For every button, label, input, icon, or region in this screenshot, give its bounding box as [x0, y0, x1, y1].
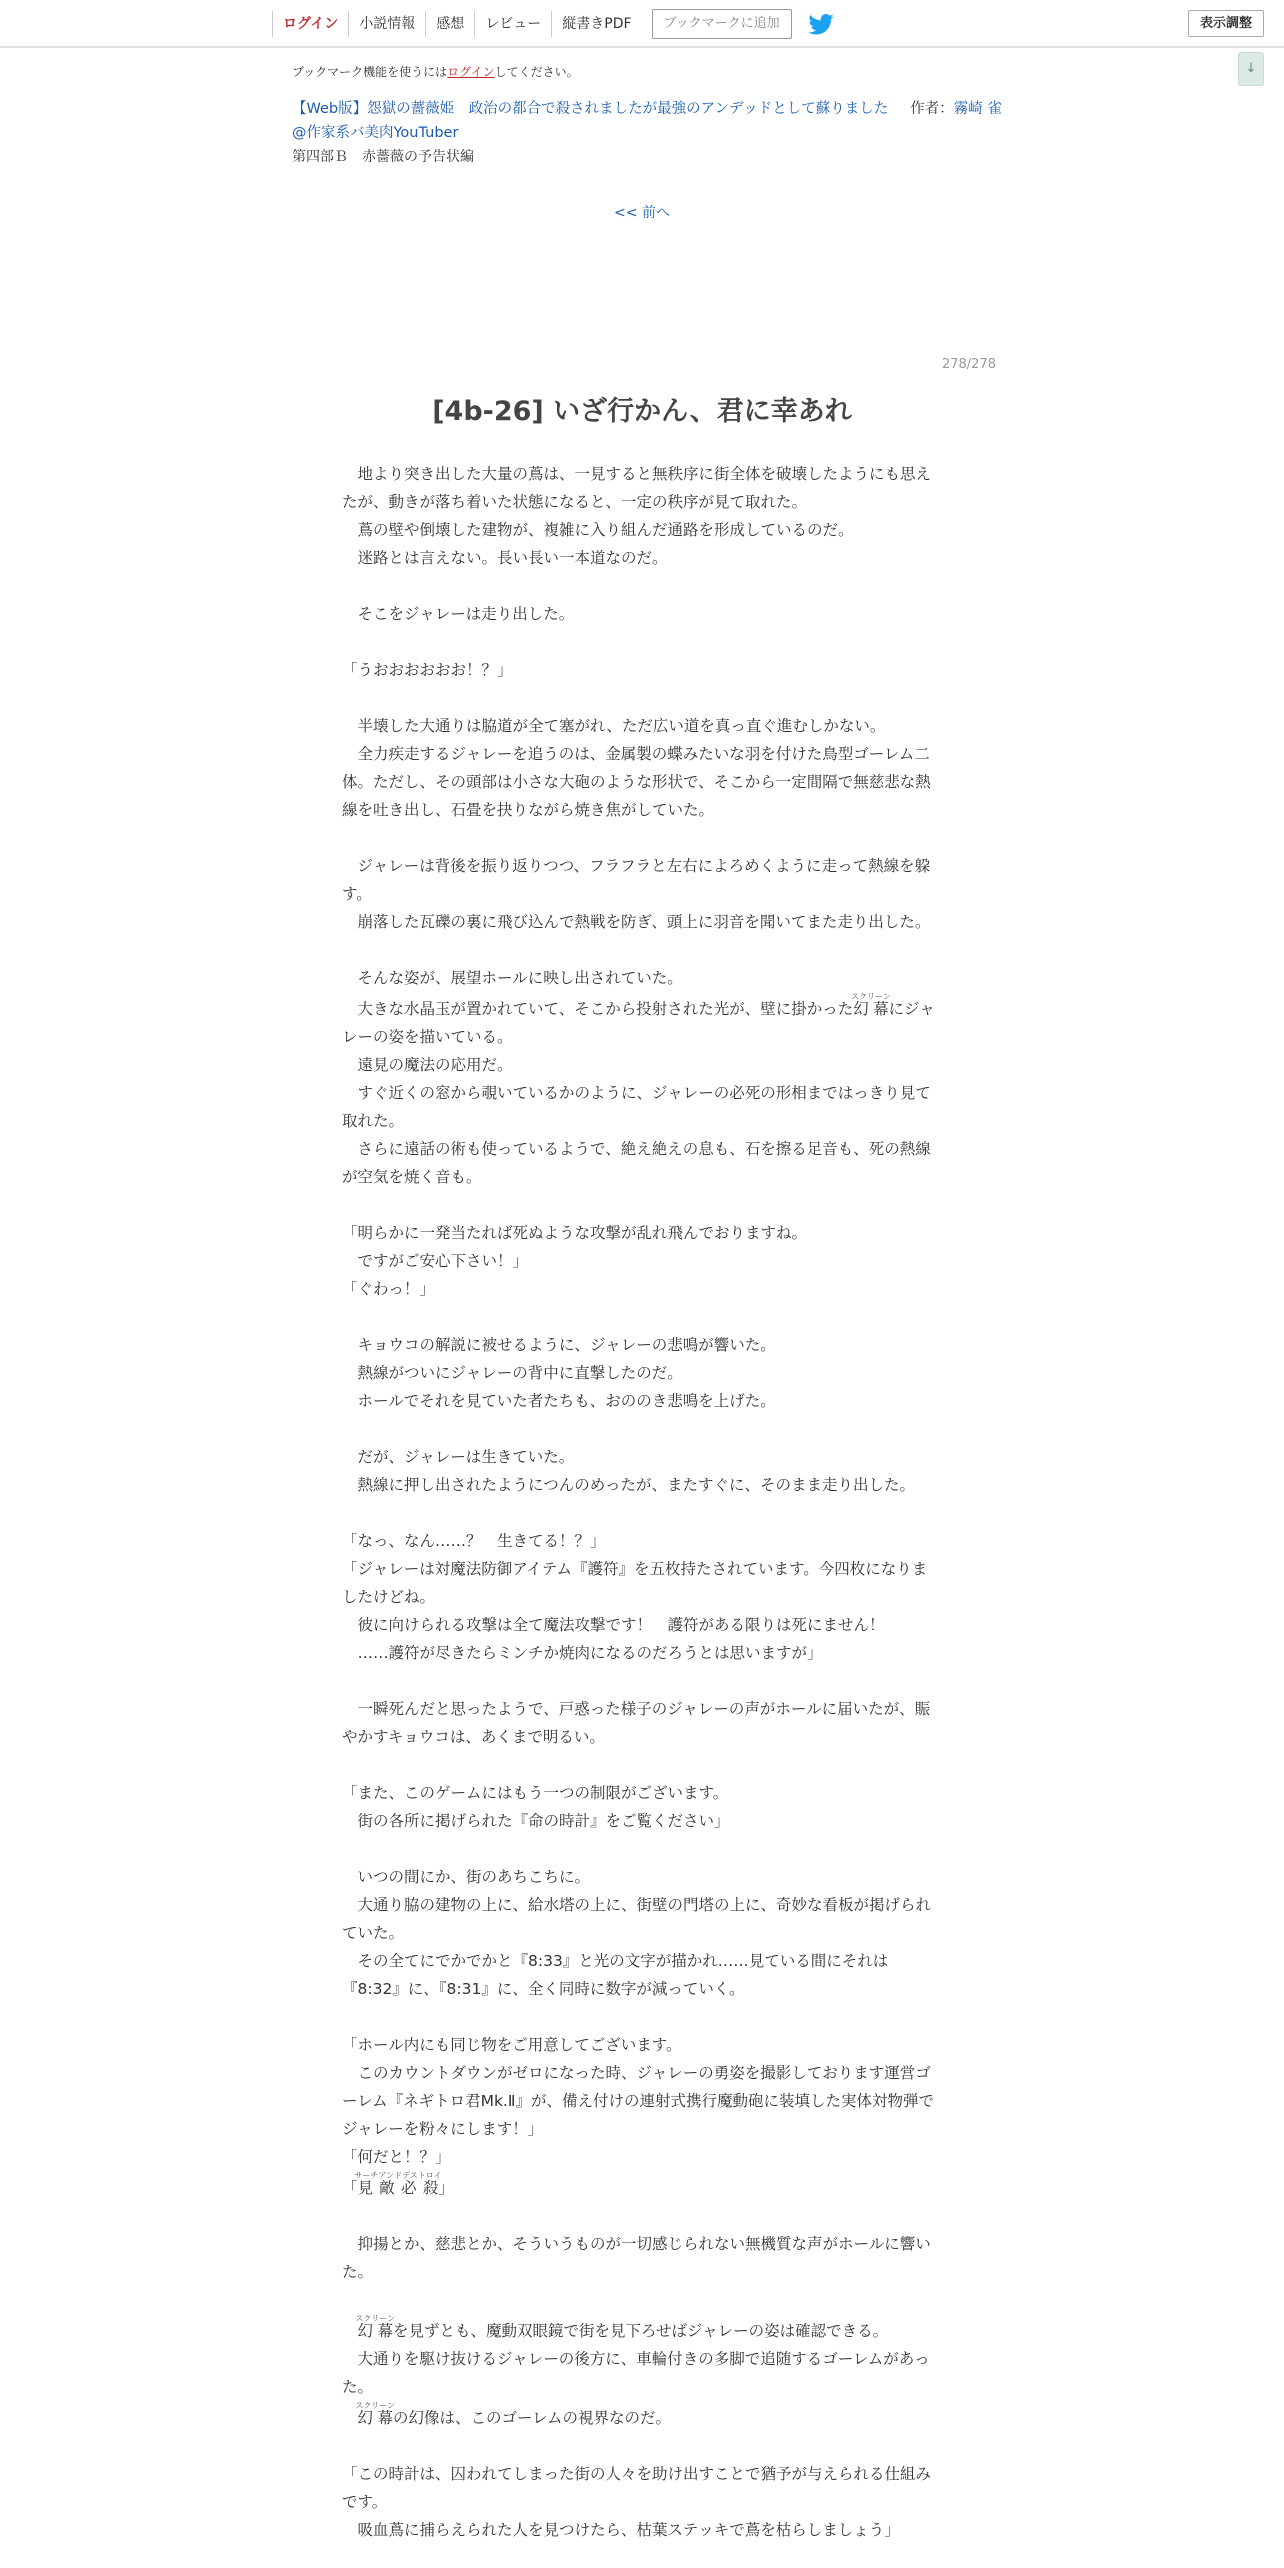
display-adjust-button[interactable]: 表示調整: [1188, 10, 1264, 37]
body-paragraph: [342, 2202, 942, 2230]
body-paragraph: [342, 2171, 942, 2202]
body-paragraph: [342, 1639, 942, 1667]
main-nav: [272, 0, 834, 48]
body-paragraph: [342, 2230, 942, 2286]
ruby-annotation: [355, 2401, 396, 2427]
body-paragraph: [342, 1695, 942, 1751]
body-paragraph: [342, 516, 942, 544]
ruby-reading: スクリーン: [851, 992, 891, 1001]
paragraph-text: このカウントダウンがゼロになった時、ジャレーの勇姿を撮影しております運営ゴーレム『ネギトロ君Mk.Ⅱ』が、備え付けの連射式携行魔動砲に装填した実体対物弾でジャレーを粉々にします！」: [342, 2064, 934, 2138]
twitter-icon[interactable]: [808, 13, 834, 35]
body-paragraph: [342, 1667, 942, 1695]
paragraph-text: 迷路とは言えない。長い長い一本道なのだ。: [342, 549, 668, 567]
chapter-group-title: 第四部Ｂ 赤薔薇の予告状編: [292, 149, 474, 165]
ruby-base: 幻幕: [851, 1000, 891, 1018]
body-paragraph: [342, 1863, 942, 1891]
author-name-link[interactable]: 霧崎 雀: [953, 101, 1002, 117]
paragraph-text: ……護符が尽きたらミンチか焼肉になるのだろうとは思いますが」: [342, 1644, 823, 1662]
nav-review-link[interactable]: レビュー: [474, 11, 551, 37]
body-paragraph: [342, 908, 942, 936]
paragraph-text: すぐ近くの窓から覗いているかのように、ジャレーの必死の形相まではっきり見て取れた。: [342, 1084, 931, 1130]
body-paragraph: [342, 2286, 942, 2314]
paragraph-text: 「: [342, 2179, 358, 2197]
paragraph-text: 遠見の魔法の応用だ。: [342, 1056, 513, 1074]
ruby-annotation: [355, 2314, 396, 2340]
episode-title: [4b-26] いざ行かん、君に幸あれ: [432, 396, 852, 427]
paragraph-text: ジャレーは背後を振り返りつつ、フラフラと左右によろめくように走って熱線を躱す。: [342, 857, 931, 903]
body-paragraph: [342, 1079, 942, 1135]
body-paragraph: [342, 712, 942, 740]
paragraph-text: 全力疾走するジャレーを追うのは、金属製の蝶みたいな羽を付けた鳥型ゴーレム二体。ただし、その頭部は小さな大砲のような形状で、そこから一定間隔で無慈悲な熱線を吐き出し、石畳を抉りながら焼き焦がしていた。: [342, 745, 931, 819]
bookmark-note-before: ブックマーク機能を使うには: [292, 65, 448, 79]
paragraph-text: 「何だと！？」: [342, 2148, 451, 2166]
body-paragraph: [342, 1835, 942, 1863]
body-paragraph: [342, 824, 942, 852]
body-paragraph: [342, 1051, 942, 1079]
body-paragraph: [342, 1555, 942, 1611]
body-paragraph: [342, 2460, 942, 2516]
body-paragraph: [342, 1499, 942, 1527]
paragraph-text: 「この時計は、囚われてしまった街の人々を助け出すことで猶予が与えられる仕組みです。: [342, 2465, 932, 2511]
body-paragraph: [342, 1275, 942, 1303]
body-paragraph: [342, 1359, 942, 1387]
body-paragraph: [342, 1135, 942, 1191]
author-profile-link[interactable]: @作家系バ美肉YouTuber: [292, 125, 459, 141]
bookmark-login-note: [292, 63, 579, 80]
paragraph-text: 「ジャレーは対魔法防御アイテム『護符』を五枚持たされています。今四枚になりましたけどね。: [342, 1560, 928, 1606]
bookmark-note-after: してください。: [494, 65, 579, 79]
twitter-bird-svg: [808, 14, 834, 35]
body-paragraph: [342, 1443, 942, 1471]
body-paragraph: [342, 1471, 942, 1499]
nav-impressions-link[interactable]: 感想: [425, 11, 474, 37]
body-paragraph: [342, 1247, 942, 1275]
paragraph-text: 地より突き出した大量の蔦は、一見すると無秩序に街全体を破壊したようにも思えたが、動きが落ち着いた状態になると、一定の秩序が見て取れた。: [342, 465, 932, 511]
paragraph-text-after: 」: [438, 2179, 454, 2197]
body-paragraph: [342, 2059, 942, 2143]
paragraph-text: 一瞬死んだと思ったようで、戸惑った様子のジャレーの声がホールに届いたが、賑やかすキョウコは、あくまで明るい。: [342, 1700, 931, 1746]
body-paragraph: [342, 1947, 942, 2003]
paragraph-text: 熱線がついにジャレーの背中に直撃したのだ。: [342, 1364, 683, 1382]
series-title-link[interactable]: 【Web版】怨獄の薔薇姫 政治の都合で殺されましたが最強のアンデッドとして蘇りました: [292, 101, 889, 117]
body-paragraph: [342, 1303, 942, 1331]
paragraph-text: 「なっ、なん……？ 生きてる！？」: [342, 1532, 606, 1550]
paragraph-text: 崩落した瓦礫の裏に飛び込んで熱戦を防ぎ、頭上に羽音を聞いてまた走り出した。: [342, 913, 931, 931]
paragraph-text: 「うおおおおおお！？」: [342, 661, 513, 679]
ruby-reading: スクリーン: [355, 2401, 396, 2410]
paragraph-text: 大きな水晶玉が置かれていて、そこから投射された光が、壁に掛かった: [342, 1000, 854, 1018]
paragraph-text: ホールでそれを見ていた者たちも、おののき悲鳴を上げた。: [342, 1392, 776, 1410]
paragraph-text: いつの間にか、街のあちこちに。: [342, 1868, 591, 1886]
paragraph-text: 大通りを駆け抜けるジャレーの後方に、車輪付きの多脚で追随するゴーレムがあった。: [342, 2350, 930, 2396]
body-paragraph: [342, 1331, 942, 1359]
paragraph-text: だが、ジャレーは生きていた。: [342, 1448, 575, 1466]
prev-page-link: [0, 202, 1284, 222]
body-paragraph: [342, 992, 942, 1051]
body-paragraph: [342, 684, 942, 712]
paragraph-text: 吸血蔦に捕らえられた人を見つけたら、枯葉ステッキで蔦を枯らしましょう」: [342, 2521, 900, 2539]
body-paragraph: [342, 2345, 942, 2401]
paragraph-text: 抑揚とか、慈悲とか、そういうものが一切感じられない無機質な声がホールに響いた。: [342, 2235, 931, 2281]
novel-body: [342, 460, 942, 2544]
ruby-base: 幻幕: [355, 2409, 396, 2427]
paragraph-text: そこをジャレーは走り出した。: [342, 605, 575, 623]
paragraph-text: 半壊した大通りは脇道が全て塞がれ、ただ広い道を真っ直ぐ進むしかない。: [342, 717, 886, 735]
ruby-reading: サーチアンドデストロイ: [354, 2171, 442, 2180]
body-paragraph: [342, 1527, 942, 1555]
body-paragraph: [342, 600, 942, 628]
paragraph-text: 大通り脇の建物の上に、給水塔の上に、街壁の門塔の上に、奇妙な看板が掲げられていた。: [342, 1896, 932, 1942]
ruby-annotation: [354, 2171, 442, 2197]
series-header: [292, 97, 1012, 145]
nav-login-link[interactable]: ログイン: [272, 11, 348, 37]
paragraph-text: そんな姿が、展望ホールに映し出されていた。: [342, 969, 683, 987]
body-paragraph: [342, 2516, 942, 2544]
paragraph-text-after: にジャレーの姿を描いている。: [342, 1000, 935, 1046]
paragraph-text: キョウコの解説に被せるように、ジャレーの悲鳴が響いた。: [342, 1336, 776, 1354]
add-bookmark-button[interactable]: ブックマークに追加: [652, 9, 792, 39]
paragraph-text: 「明らかに一発当たれば死ぬような攻撃が乱れ飛んでおりますね。: [342, 1224, 808, 1242]
body-paragraph: [342, 1387, 942, 1415]
ruby-base: 幻幕: [355, 2322, 396, 2340]
body-paragraph: [342, 740, 942, 824]
body-paragraph: [342, 964, 942, 992]
bookmark-note-login-link[interactable]: ログイン: [447, 65, 495, 79]
nav-vertical-pdf-link[interactable]: 縦書きPDF: [551, 11, 641, 37]
paragraph-text: 彼に向けられる攻撃は全て魔法攻撃です！ 護符がある限りは死にません！: [342, 1616, 885, 1634]
body-paragraph: [342, 2314, 942, 2345]
paragraph-text: 「また、このゲームにはもう一つの制限がございます。: [342, 1784, 729, 1802]
paragraph-text: ですがご安心下さい！」: [342, 1252, 529, 1270]
body-paragraph: [342, 628, 942, 656]
body-paragraph: [342, 2432, 942, 2460]
body-paragraph: [342, 936, 942, 964]
body-paragraph: [342, 1807, 942, 1835]
prev-link-text[interactable]: << 前へ: [614, 205, 670, 221]
body-paragraph: [342, 2031, 942, 2059]
episode-page-count: 278/278: [941, 357, 996, 372]
paragraph-text: 蔦の壁や倒壊した建物が、複雑に入り組んだ通路を形成しているのだ。: [342, 521, 854, 539]
paragraph-text: 熱線に押し出されたようにつんのめったが、またすぐに、そのまま走り出した。: [342, 1476, 916, 1494]
paragraph-text: その全てにでかでかと『8:33』と光の文字が描かれ……見ている間にそれは『8:32』に、『8:31』に、全く同時に数字が減っていく。: [342, 1952, 889, 1998]
body-paragraph: [342, 1891, 942, 1947]
body-paragraph: [342, 1611, 942, 1639]
body-paragraph: [342, 1751, 942, 1779]
paragraph-text-after: の幻像は、このゴーレムの視界なのだ。: [392, 2409, 672, 2427]
body-paragraph: [342, 1191, 942, 1219]
top-navigation-bar: [0, 0, 1284, 48]
down-arrow-icon[interactable]: ↓: [1238, 52, 1264, 86]
paragraph-text: さらに遠話の術も使っているようで、絶え絶えの息も、石を擦る足音も、死の熱線が空気を焼く音も。: [342, 1140, 931, 1186]
nav-novel-info-link[interactable]: 小説情報: [348, 11, 425, 37]
body-paragraph: [342, 460, 942, 516]
body-paragraph: [342, 544, 942, 572]
body-paragraph: [342, 852, 942, 908]
body-paragraph: [342, 2401, 942, 2432]
body-paragraph: [342, 1219, 942, 1247]
paragraph-text: 「ホール内にも同じ物をご用意してございます。: [342, 2036, 682, 2054]
ruby-reading: スクリーン: [355, 2314, 396, 2323]
paragraph-text-after: を見ずとも、魔動双眼鏡で街を見下ろせばジャレーの姿は確認できる。: [392, 2322, 889, 2340]
ruby-annotation: [851, 992, 891, 1018]
author-label: 作者：: [910, 101, 954, 117]
body-paragraph: [342, 1779, 942, 1807]
body-paragraph: [342, 572, 942, 600]
paragraph-text: 街の各所に掲げられた『命の時計』をご覧ください」: [342, 1812, 730, 1830]
paragraph-text: 「ぐわっ！」: [342, 1280, 435, 1298]
body-paragraph: [342, 2003, 942, 2031]
body-paragraph: [342, 656, 942, 684]
body-paragraph: [342, 2143, 942, 2171]
ruby-base: 見敵必殺: [354, 2179, 442, 2197]
body-paragraph: [342, 1415, 942, 1443]
